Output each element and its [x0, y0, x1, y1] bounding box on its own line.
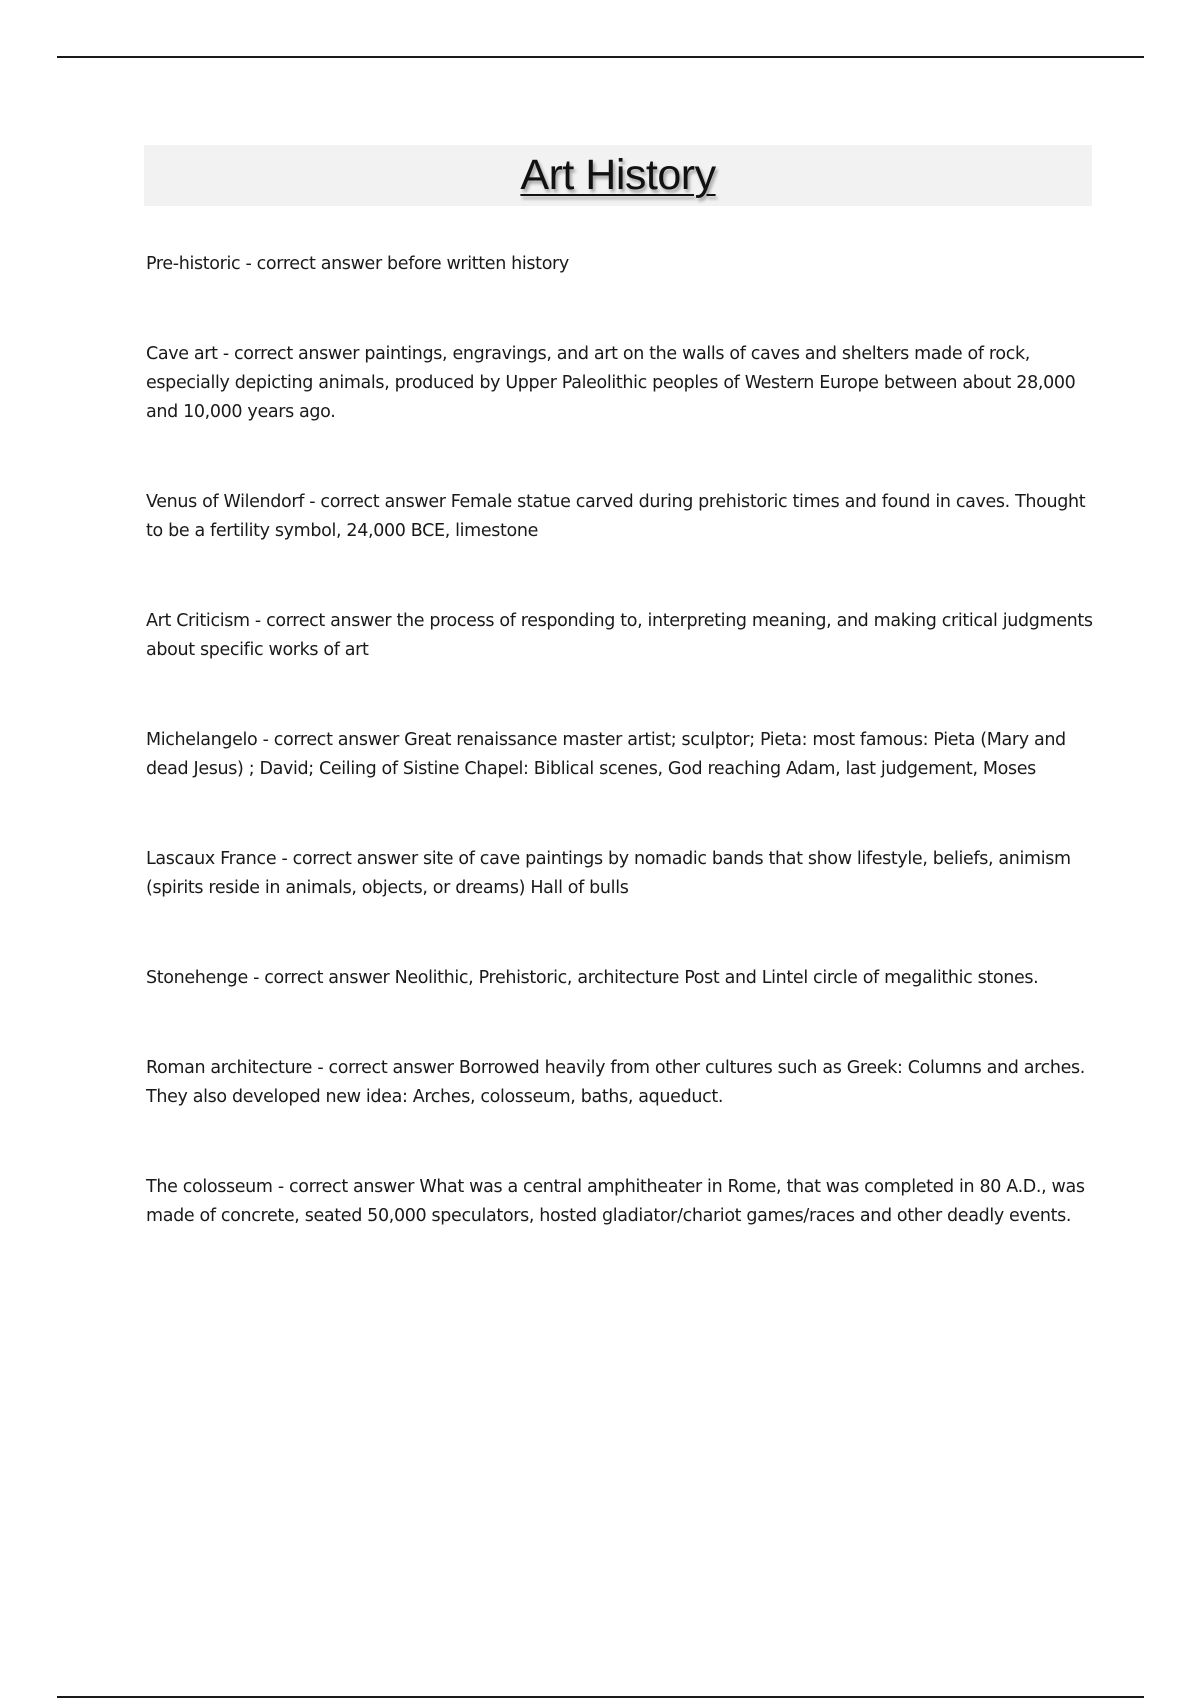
entry-term: Cave art	[146, 344, 218, 364]
entry-definition: paintings, engravings, and art on the walls of caves and shelters made of rock, especially depicting animals, produced by Upper Paleolithic peoples of Western Europe between about 28,000 and 10,000 years ago.	[146, 344, 1076, 422]
entry-michelangelo	[146, 726, 1096, 784]
top-rule	[57, 56, 1144, 58]
entry-definition: before written history	[387, 254, 569, 274]
entry-separator: - correct answer	[240, 254, 388, 274]
entry-list	[146, 250, 1096, 1292]
entry-lascaux-france	[146, 845, 1096, 903]
entry-venus-of-wilendorf	[146, 488, 1096, 546]
entry-art-criticism	[146, 607, 1096, 665]
entry-definition: Neolithic, Prehistoric, architecture Post and Lintel circle of megalithic stones.	[394, 968, 1039, 988]
entry-definition: the process of responding to, interpreting meaning, and making critical judgments about specific works of art	[146, 611, 1093, 660]
entry-cave-art	[146, 340, 1096, 427]
page-title: Art History	[520, 151, 716, 199]
entry-term: Pre-historic	[146, 254, 241, 274]
entry-stonehenge	[146, 964, 1096, 993]
entry-definition: site of cave paintings by nomadic bands that show lifestyle, beliefs, animism (spirits reside in animals, objects, or dreams) Hall of bulls	[146, 849, 1071, 898]
entry-term: Michelangelo	[146, 730, 258, 750]
entry-definition: Female statue carved during prehistoric times and found in caves. Thought to be a fertility symbol, 24,000 BCE, limestone	[146, 492, 1086, 541]
entry-separator: - correct answer	[249, 611, 397, 631]
entry-separator: - correct answer	[257, 730, 405, 750]
entry-term: Art Criticism	[146, 611, 250, 631]
entry-pre-historic	[146, 250, 1096, 279]
entry-separator: - correct answer	[304, 492, 451, 512]
bottom-rule	[57, 1696, 1144, 1698]
entry-term: Venus of Wilendorf	[146, 492, 305, 512]
entry-separator: - correct answer	[272, 1177, 420, 1197]
entry-term: Lascaux France	[146, 849, 277, 869]
entry-separator: - correct answer	[247, 968, 395, 988]
entry-term: Roman architecture	[146, 1058, 313, 1078]
entry-separator: - correct answer	[217, 344, 365, 364]
entry-definition: Borrowed heavily from other cultures such as Greek: Columns and arches. They also developed new idea: Arches, colosseum, baths, aqueduct.	[146, 1058, 1085, 1107]
entry-term: The colosseum	[146, 1177, 273, 1197]
entry-separator: - correct answer	[312, 1058, 459, 1078]
entry-term: Stonehenge	[146, 968, 248, 988]
entry-separator: - correct answer	[276, 849, 423, 869]
entry-definition: Great renaissance master artist; sculptor; Pieta: most famous: Pieta (Mary and dead Jesus) ; David; Ceiling of Sistine Chapel: Biblical scenes, God reaching Adam, last judgement, Moses	[146, 730, 1066, 779]
entry-the-colosseum	[146, 1173, 1096, 1231]
title-band	[144, 145, 1092, 206]
entry-roman-architecture	[146, 1054, 1096, 1112]
entry-definition: What was a central amphitheater in Rome, that was completed in 80 A.D., was made of concrete, seated 50,000 speculators, hosted gladiator/chariot games/races and other deadly events.	[146, 1177, 1085, 1226]
